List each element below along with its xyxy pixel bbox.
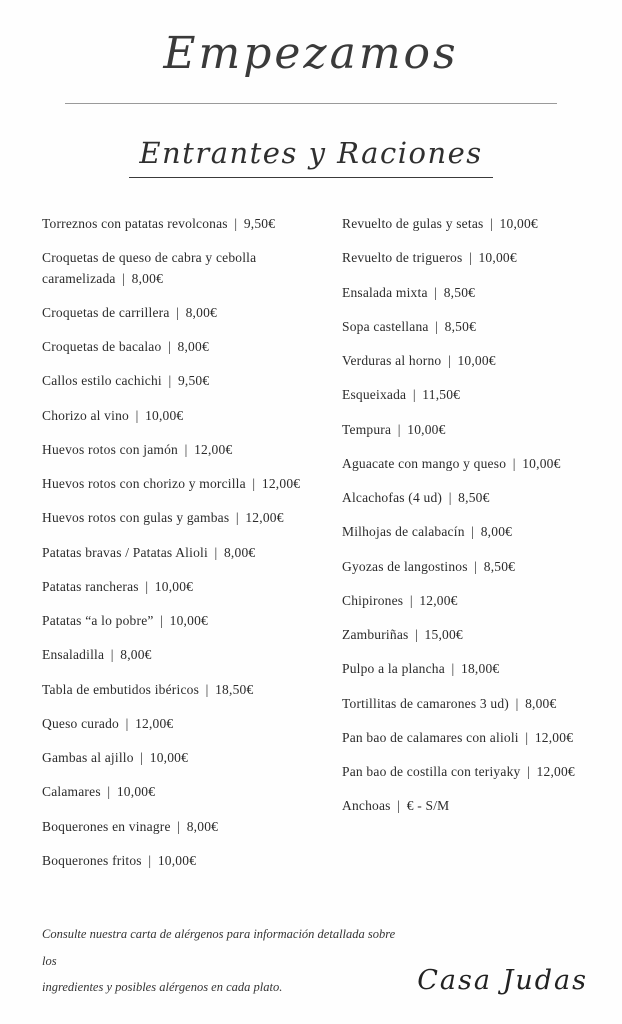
menu-column-left xyxy=(42,214,322,885)
menu-item-name: Verduras al horno xyxy=(342,353,442,368)
menu-item-price: 10,00€ xyxy=(457,353,496,368)
menu-item-separator: | xyxy=(205,681,209,697)
menu-item-price: 10,00€ xyxy=(157,852,197,868)
menu-item-separator: | xyxy=(234,216,238,231)
menu-item-price: 18,00€ xyxy=(461,661,500,677)
menu-item-name: Callos estilo cachichi xyxy=(42,373,162,389)
menu-item-name: Tabla de embutidos ibéricos xyxy=(42,681,200,697)
menu-item-separator: | xyxy=(184,441,188,457)
menu-item-separator: | xyxy=(512,455,516,471)
menu-item xyxy=(342,317,598,337)
menu-item-separator: | xyxy=(168,339,171,354)
menu-item xyxy=(42,680,322,700)
menu-item-name: Alcachofas (4 ud) xyxy=(342,490,443,505)
menu-item-name: Tortillitas de camarones 3 ud) xyxy=(342,695,510,711)
menu-item xyxy=(42,748,322,768)
menu-item-name: Chorizo al vino xyxy=(42,407,129,423)
menu-header xyxy=(0,0,622,178)
menu-item-price: 18,50€ xyxy=(215,681,254,697)
menu-item-separator: | xyxy=(214,544,218,560)
menu-item-price: 12,00€ xyxy=(194,441,233,457)
menu-item-name: Ensaladilla xyxy=(42,647,105,663)
menu-item-price: 8,00€ xyxy=(525,695,557,711)
menu-item xyxy=(42,337,322,357)
menu-item-separator: | xyxy=(447,353,451,368)
allergen-note-line-1: Consulte nuestra carta de alérgenos para información detallada sobre los xyxy=(42,927,396,968)
menu-item-name: Gambas al ajillo xyxy=(42,750,134,765)
menu-item xyxy=(42,303,322,323)
menu-item-separator: | xyxy=(122,270,126,286)
menu-item-price: 8,00€ xyxy=(223,544,256,560)
menu-item-price: € - S/M xyxy=(406,798,450,814)
menu-item-separator: | xyxy=(145,578,149,594)
menu-item-name: Anchoas xyxy=(342,798,391,814)
menu-item xyxy=(342,454,598,474)
menu-item xyxy=(342,214,598,234)
menu-item-price: 10,00€ xyxy=(145,407,184,423)
menu-item-separator: | xyxy=(397,798,401,814)
menu-item xyxy=(342,488,598,508)
menu-item-separator: | xyxy=(515,695,519,711)
menu-item-price: 10,00€ xyxy=(499,216,538,231)
menu-item-price: 8,50€ xyxy=(458,490,490,505)
allergen-note-line-2: ingredientes y posibles alérgenos en cada plato. xyxy=(42,979,283,994)
menu-item xyxy=(342,694,598,714)
menu-item-price: 12,00€ xyxy=(534,729,574,745)
menu-item-price: 9,50€ xyxy=(243,216,276,231)
menu-item-separator: | xyxy=(397,421,401,437)
menu-item-name: Huevos rotos con jamón xyxy=(42,441,179,457)
menu-item-name: Ensalada mixta xyxy=(342,284,428,300)
menu-column-right xyxy=(342,214,598,885)
menu-item-separator: | xyxy=(107,784,111,800)
menu-item xyxy=(42,543,322,563)
menu-item-price: 10,00€ xyxy=(154,578,194,594)
menu-item xyxy=(42,577,322,597)
menu-item xyxy=(42,214,322,234)
menu-item-name: Chipirones xyxy=(342,592,404,608)
menu-item-separator: | xyxy=(469,250,472,266)
menu-item xyxy=(342,659,598,679)
menu-item-separator: | xyxy=(471,524,475,540)
menu-item xyxy=(342,557,598,577)
brand-signature: Casa Judas xyxy=(417,965,588,996)
menu-item-name: Croquetas de carrillera xyxy=(42,304,170,320)
menu-item xyxy=(342,591,598,611)
menu-item-price: 15,00€ xyxy=(424,627,463,642)
page-title: Empezamos xyxy=(163,28,459,79)
menu-item-separator: | xyxy=(409,592,413,608)
menu-item-separator: | xyxy=(140,750,144,765)
menu-item xyxy=(342,762,598,782)
menu-item-separator: | xyxy=(148,852,152,868)
menu-item xyxy=(42,440,322,460)
menu-item-price: 10,00€ xyxy=(522,455,561,471)
menu-item-separator: | xyxy=(110,647,114,663)
menu-item-name: Pulpo a la plancha xyxy=(342,661,445,677)
menu-item xyxy=(342,420,598,440)
menu-item-name: Sopa castellana xyxy=(342,318,429,334)
section-title: Entrantes y Raciones xyxy=(129,136,492,178)
menu-item xyxy=(42,782,322,802)
menu-item-name: Esqueixada xyxy=(342,387,407,403)
menu-item-name: Milhojas de calabacín xyxy=(342,524,465,540)
menu-item-price: 8,50€ xyxy=(444,318,477,334)
menu-item xyxy=(42,714,322,734)
menu-item xyxy=(342,728,598,748)
menu-item-name: Queso curado xyxy=(42,715,119,731)
menu-item xyxy=(342,248,598,268)
menu-item xyxy=(42,248,322,289)
menu-item-name: Gyozas de langostinos xyxy=(342,558,468,574)
menu-item-separator: | xyxy=(527,764,530,779)
menu-item-name: Revuelto de trigueros xyxy=(342,250,463,266)
menu-item-separator: | xyxy=(135,407,139,423)
menu-item-name: Calamares xyxy=(42,784,101,800)
menu-item-separator: | xyxy=(415,627,418,642)
menu-item-separator: | xyxy=(252,476,256,491)
menu-item xyxy=(42,817,322,837)
menu-item-separator: | xyxy=(412,387,416,403)
menu-item-price: 8,00€ xyxy=(120,647,152,663)
menu-item-name: Boquerones fritos xyxy=(42,852,142,868)
menu-item-separator: | xyxy=(235,510,239,526)
menu-item xyxy=(42,406,322,426)
menu-item-name: Pan bao de costilla con teriyaky xyxy=(342,764,521,779)
menu-item xyxy=(42,611,322,631)
menu-item xyxy=(42,645,322,665)
menu-item-price: 10,00€ xyxy=(407,421,446,437)
menu-item-separator: | xyxy=(168,373,172,389)
menu-item-separator: | xyxy=(125,715,129,731)
menu-item xyxy=(342,522,598,542)
menu-item xyxy=(342,796,598,816)
menu-item-separator: | xyxy=(160,613,164,628)
menu-item-separator: | xyxy=(434,284,438,300)
menu-item xyxy=(42,508,322,528)
menu-item xyxy=(342,625,598,645)
menu-item-name: Aguacate con mango y queso xyxy=(342,455,507,471)
menu-item-separator: | xyxy=(177,818,181,834)
allergen-note xyxy=(42,921,397,1000)
menu-item-name: Boquerones en vinagre xyxy=(42,818,171,834)
menu-item xyxy=(42,851,322,871)
menu-item xyxy=(42,474,322,494)
menu-item-price: 8,50€ xyxy=(443,284,476,300)
menu-item-name: Patatas “a lo pobre” xyxy=(42,613,154,628)
menu-item-separator: | xyxy=(176,304,180,320)
menu-item-price: 12,00€ xyxy=(245,510,284,526)
menu-item-price: 8,00€ xyxy=(480,524,513,540)
menu-item-price: 11,50€ xyxy=(422,387,461,403)
menu-item-name: Huevos rotos con gulas y gambas xyxy=(42,510,230,526)
menu-item-name: Huevos rotos con chorizo y morcilla xyxy=(42,476,246,491)
menu-item-price: 12,00€ xyxy=(536,764,575,779)
menu-item-separator: | xyxy=(474,558,478,574)
menu-item xyxy=(42,371,322,391)
menu-item-price: 12,00€ xyxy=(419,592,458,608)
menu-footer xyxy=(42,921,588,1000)
menu-item-price: 10,00€ xyxy=(116,784,156,800)
menu-item-name: Pan bao de calamares con alioli xyxy=(342,729,519,745)
menu-item-price: 8,00€ xyxy=(177,339,209,354)
menu-item-name: Torreznos con patatas revolconas xyxy=(42,216,228,231)
menu-item-price: 8,00€ xyxy=(185,304,217,320)
menu-item-price: 8,50€ xyxy=(483,558,516,574)
menu-item-name: Croquetas de queso de cabra y cebolla caramelizada xyxy=(42,250,257,286)
menu-item-price: 10,00€ xyxy=(149,750,189,765)
menu-item xyxy=(342,283,598,303)
menu-item-price: 9,50€ xyxy=(177,373,210,389)
menu-item-price: 10,00€ xyxy=(169,613,208,628)
menu-item-price: 12,00€ xyxy=(261,476,301,491)
menu-item-name: Tempura xyxy=(342,421,392,437)
menu-item-price: 12,00€ xyxy=(135,715,174,731)
menu-item-price: 8,00€ xyxy=(131,270,164,286)
menu-item-separator: | xyxy=(451,661,455,677)
menu-item-price: 8,00€ xyxy=(186,818,219,834)
menu-columns xyxy=(0,178,622,885)
menu-item-price: 10,00€ xyxy=(478,250,517,266)
menu-item-separator: | xyxy=(448,490,452,505)
menu-item-name: Zamburiñas xyxy=(342,627,409,642)
header-divider xyxy=(65,103,557,104)
menu-item-separator: | xyxy=(435,318,439,334)
menu-item-separator: | xyxy=(490,216,493,231)
menu-item-name: Patatas rancheras xyxy=(42,578,139,594)
menu-item xyxy=(342,385,598,405)
menu-item-name: Revuelto de gulas y setas xyxy=(342,216,484,231)
menu-item-name: Patatas bravas / Patatas Alioli xyxy=(42,544,208,560)
menu-item-separator: | xyxy=(525,729,529,745)
menu-item-name: Croquetas de bacalao xyxy=(42,339,162,354)
menu-item xyxy=(342,351,598,371)
